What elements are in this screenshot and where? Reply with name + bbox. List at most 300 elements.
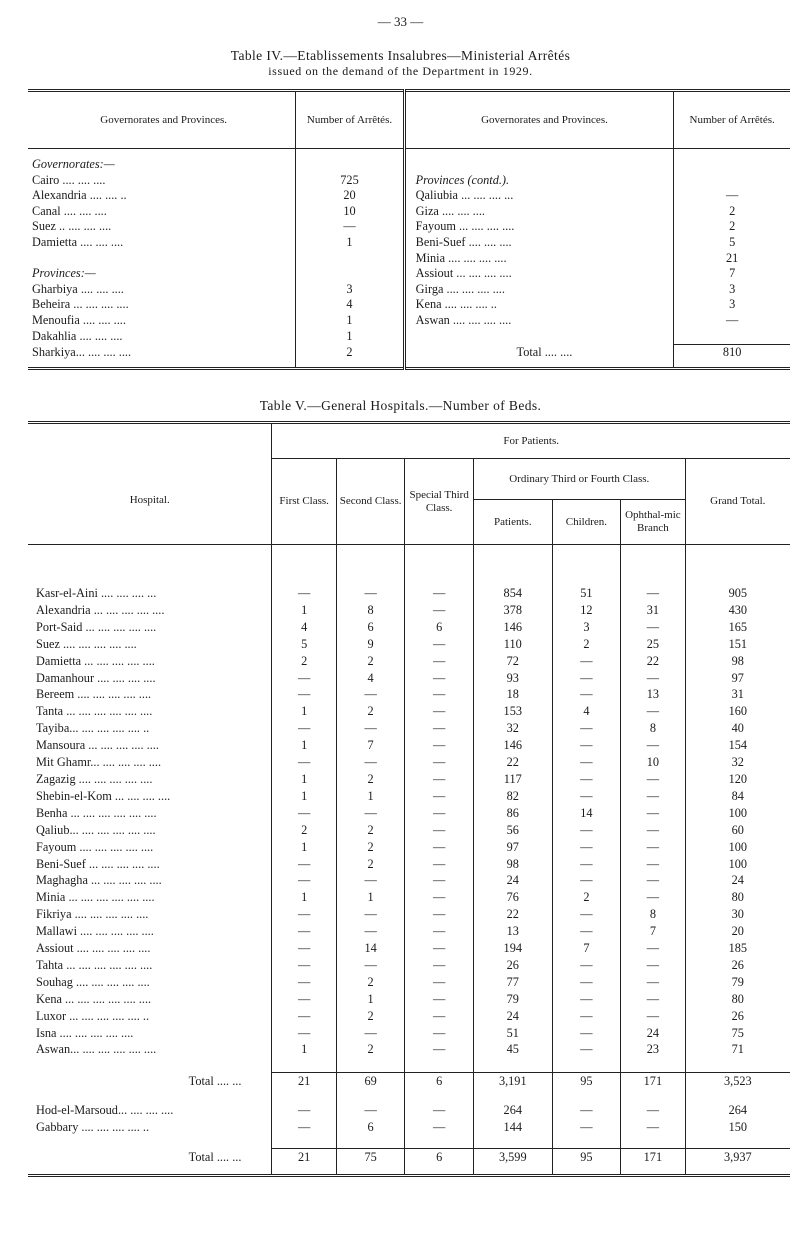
t5-hospital-row <box>28 788 790 805</box>
t5-cell-first-class: 4 <box>272 619 336 636</box>
t5-cell-ophthalmic: — <box>621 872 685 889</box>
t4-left-value <box>296 266 404 282</box>
t5-hospital-row <box>28 923 790 940</box>
t5-cell-children: — <box>552 839 621 856</box>
t4-section-label: Provinces (contd.). <box>404 173 674 189</box>
t5-cell-children: 14 <box>552 805 621 822</box>
t5-cell-ophthalmic: 8 <box>621 906 685 923</box>
t5-cell-grand-total: 71 <box>685 1041 790 1058</box>
t5-cell-special-third: — <box>405 872 474 889</box>
t5-total-label: Total .... ... <box>188 1149 242 1164</box>
t5-cell-grand-total: 165 <box>685 619 790 636</box>
t5-spacer-row <box>28 1090 790 1102</box>
t4-left-name: Canal .... .... .... <box>32 203 107 218</box>
t5-subtotal-row <box>28 1073 790 1090</box>
t5-header-first-class: First Class. <box>272 459 336 545</box>
table4-body <box>28 149 790 369</box>
t4-left-name: Dakahlia .... .... .... <box>32 328 123 343</box>
t5-cell-second-class: — <box>336 686 405 703</box>
t5-hospital-row <box>28 822 790 839</box>
t4-left-name: Alexandria .... .... .. <box>32 188 127 203</box>
t5-cell-first-class: 1 <box>272 1041 336 1058</box>
t4-spacer-cell <box>674 149 790 158</box>
t5-cell-grand-total: 151 <box>685 636 790 653</box>
t5-header-ophthalmic: Ophthal-mic Branch <box>621 500 685 545</box>
t5-cell-second-class: 2 <box>336 974 405 991</box>
t5-hospital-name: Shebin-el-Kom ... .... .... .... <box>36 788 171 803</box>
table4-title: Table IV.—Etablissements Insalubres—Ministerial Arrêtés <box>230 48 571 63</box>
t5-cell-special-third: — <box>405 737 474 754</box>
t5-cell-children: 2 <box>552 636 621 653</box>
t4-row <box>28 266 790 282</box>
t5-hospital-name: Qaliub... .... .... .... .... .... <box>36 822 156 837</box>
t5-cell-first-class: 21 <box>272 1149 336 1166</box>
t5-hospital-row <box>28 805 790 822</box>
t5-cell-children: 4 <box>552 703 621 720</box>
t5-cell-patients: 18 <box>473 686 552 703</box>
t4-left-name: Menoufia .... .... .... <box>32 312 126 327</box>
t5-hospital-name: Tanta ... .... .... .... .... .... <box>36 704 153 719</box>
t5-cell-children: — <box>552 991 621 1008</box>
t5-hospital-row <box>28 754 790 771</box>
t5-cell-ophthalmic: — <box>621 856 685 873</box>
t5-cell-first-class: 1 <box>272 839 336 856</box>
t5-spacer-cell <box>405 1090 474 1102</box>
t5-cell-first-class: — <box>272 957 336 974</box>
t5-spacer-cell <box>552 1058 621 1073</box>
t5-cell-first-class: — <box>272 686 336 703</box>
t5-cell-patients: 117 <box>473 771 552 788</box>
t5-hospital-row <box>28 771 790 788</box>
t5-hospital-row <box>28 619 790 636</box>
t5-cell-children: — <box>552 906 621 923</box>
t5-hospital-name: Aswan... .... .... .... .... .... <box>36 1042 157 1057</box>
t5-hospital-row <box>28 585 790 602</box>
t5-cell-grand-total: 32 <box>685 754 790 771</box>
t5-cell-special-third: — <box>405 720 474 737</box>
t4-left-name: Sharkiya... .... .... .... <box>32 344 132 359</box>
t5-cell-grand-total: 264 <box>685 1102 790 1119</box>
t5-cell-grand-total: 26 <box>685 1008 790 1025</box>
t5-spacer-cell <box>336 1136 405 1149</box>
t5-hospital-name: Mansoura ... .... .... .... .... <box>36 738 159 753</box>
t5-cell-ophthalmic: — <box>621 1102 685 1119</box>
t5-cell-special-third: — <box>405 754 474 771</box>
t5-cell-patients: 194 <box>473 940 552 957</box>
t5-cell-children: — <box>552 1119 621 1136</box>
t4-header-gov-right: Governorates and Provinces. <box>404 91 674 149</box>
t5-cell-patients: 97 <box>473 839 552 856</box>
t5-hospital-row <box>28 653 790 670</box>
t5-cell-grand-total: 24 <box>685 872 790 889</box>
t4-right-value: — <box>674 188 790 204</box>
t5-cell-ophthalmic: — <box>621 805 685 822</box>
t5-spacer-cell <box>621 1136 685 1149</box>
t5-cell-special-third: — <box>405 991 474 1008</box>
t5-cell-first-class: — <box>272 923 336 940</box>
t5-cell-first-class: — <box>272 856 336 873</box>
t4-right-value: 7 <box>674 266 790 282</box>
t5-cell-special-third: — <box>405 974 474 991</box>
t5-cell-second-class: — <box>336 720 405 737</box>
t5-cell-first-class: 21 <box>272 1073 336 1090</box>
t4-left-value: 1 <box>296 313 404 329</box>
t5-cell-special-third: — <box>405 1008 474 1025</box>
t5-cell-second-class: 2 <box>336 1008 405 1025</box>
t5-hospital-name: Minia ... .... .... .... .... .... <box>36 890 155 905</box>
t5-cell-grand-total: 905 <box>685 585 790 602</box>
t5-hospital-row <box>28 991 790 1008</box>
t5-spacer-cell <box>405 1058 474 1073</box>
t5-cell-children: — <box>552 856 621 873</box>
t4-total-value: 810 <box>674 345 790 361</box>
t5-header-patients: Patients. <box>473 500 552 545</box>
t5-cell-patients: 22 <box>473 906 552 923</box>
t5-hospital-name: Tahta ... .... .... .... .... .... <box>36 957 153 972</box>
t5-cell-patients: 51 <box>473 1025 552 1042</box>
t5-hospital-name: Mit Ghamr... .... .... .... .... <box>36 755 162 770</box>
t5-hospital-name: Suez .... .... .... .... .... <box>36 636 137 651</box>
t4-header-num-left: Number of Arrêtés. <box>296 91 404 149</box>
t4-right-value: 2 <box>674 219 790 235</box>
t5-cell-special-third: — <box>405 940 474 957</box>
t5-cell-second-class: 2 <box>336 839 405 856</box>
t4-row <box>28 329 790 345</box>
t5-hospital-name: Bereem .... .... .... .... .... <box>36 687 152 702</box>
t4-left-value <box>296 251 404 267</box>
t5-cell-first-class: — <box>272 1102 336 1119</box>
t5-spacer-cell <box>685 1058 790 1073</box>
t5-cell-special-third: — <box>405 686 474 703</box>
t5-cell-patients: 13 <box>473 923 552 940</box>
t5-cell-children: 95 <box>552 1073 621 1090</box>
t5-cell-grand-total: 100 <box>685 839 790 856</box>
t5-cell-first-class: 2 <box>272 653 336 670</box>
t5-cell-first-class: — <box>272 974 336 991</box>
t4-spacer-cell <box>296 361 404 369</box>
t5-spacer-row <box>28 1058 790 1073</box>
t5-cell-children: 7 <box>552 940 621 957</box>
t5-cell-first-class: — <box>272 754 336 771</box>
t5-cell-ophthalmic: 24 <box>621 1025 685 1042</box>
t5-cell-patients: 24 <box>473 872 552 889</box>
t4-left-name: Gharbiya .... .... .... <box>32 281 124 296</box>
t5-spacer-cell <box>28 545 272 586</box>
t4-spacer-cell <box>404 149 674 158</box>
t5-cell-patients: 26 <box>473 957 552 974</box>
t5-hospital-row <box>28 1025 790 1042</box>
t5-cell-special-third: — <box>405 822 474 839</box>
t5-cell-patients: 22 <box>473 754 552 771</box>
t5-cell-first-class: — <box>272 1008 336 1025</box>
t5-cell-special-third: — <box>405 856 474 873</box>
t4-row <box>28 235 790 251</box>
t4-spacer-row <box>28 361 790 369</box>
t5-cell-grand-total: 31 <box>685 686 790 703</box>
t5-cell-ophthalmic: — <box>621 1008 685 1025</box>
t5-cell-patients: 77 <box>473 974 552 991</box>
t5-cell-ophthalmic: 22 <box>621 653 685 670</box>
t4-row <box>28 282 790 298</box>
t5-header-grand-total: Grand Total. <box>685 459 790 545</box>
t5-header-hospital: Hospital. <box>28 423 272 545</box>
t5-cell-children: 2 <box>552 889 621 906</box>
t5-cell-grand-total: 100 <box>685 805 790 822</box>
t5-hospital-row <box>28 636 790 653</box>
t5-cell-special-third: — <box>405 906 474 923</box>
t5-cell-second-class: 2 <box>336 771 405 788</box>
t5-cell-special-third: — <box>405 670 474 687</box>
t5-cell-first-class: 1 <box>272 602 336 619</box>
t5-cell-second-class: — <box>336 1102 405 1119</box>
t5-cell-second-class: — <box>336 906 405 923</box>
t5-cell-ophthalmic: 8 <box>621 720 685 737</box>
t4-right-name: Qaliubia ... .... .... ... <box>404 188 674 204</box>
t5-cell-second-class: 14 <box>336 940 405 957</box>
t5-cell-grand-total: 185 <box>685 940 790 957</box>
t5-spacer-row <box>28 1136 790 1149</box>
t5-hospital-name: Alexandria ... .... .... .... .... <box>36 602 165 617</box>
t4-left-name: Cairo .... .... .... <box>32 172 106 187</box>
t5-cell-special-third: — <box>405 957 474 974</box>
t5-spacer-cell <box>473 1090 552 1102</box>
t5-cell-ophthalmic: — <box>621 703 685 720</box>
t5-cell-special-third: — <box>405 585 474 602</box>
t5-cell-ophthalmic: — <box>621 822 685 839</box>
t5-cell-second-class: 4 <box>336 670 405 687</box>
t5-spacer-cell <box>685 545 790 586</box>
t5-cell-ophthalmic: — <box>621 957 685 974</box>
t5-cell-first-class: 1 <box>272 889 336 906</box>
t5-cell-children: — <box>552 670 621 687</box>
t4-left-name: Beheira ... .... .... .... <box>32 297 129 312</box>
t5-cell-patients: 3,599 <box>473 1149 552 1166</box>
t5-cell-patients: 144 <box>473 1119 552 1136</box>
t5-header-for-patients: For Patients. <box>272 423 790 459</box>
t5-cell-grand-total: 30 <box>685 906 790 923</box>
t4-spacer-cell <box>28 361 296 369</box>
t4-header-num-right: Number of Arrêtés. <box>674 91 790 149</box>
t5-cell-patients: 110 <box>473 636 552 653</box>
t5-cell-children: — <box>552 923 621 940</box>
t4-header-gov-left: Governorates and Provinces. <box>28 91 296 149</box>
t5-cell-second-class: — <box>336 1025 405 1042</box>
t5-cell-patients: 378 <box>473 602 552 619</box>
t5-cell-special-third: — <box>405 1119 474 1136</box>
t5-hospital-row <box>28 1119 790 1136</box>
t5-cell-patients: 93 <box>473 670 552 687</box>
t5-cell-patients: 79 <box>473 991 552 1008</box>
t5-cell-second-class: 2 <box>336 703 405 720</box>
t4-right-name: Aswan .... .... .... .... <box>404 313 674 329</box>
t5-cell-ophthalmic: — <box>621 940 685 957</box>
t5-cell-children: — <box>552 1041 621 1058</box>
t5-cell-first-class: — <box>272 1025 336 1042</box>
t5-cell-ophthalmic: — <box>621 991 685 1008</box>
t5-hospital-name: Fayoum .... .... .... .... .... <box>36 839 154 854</box>
t5-hospital-row <box>28 1102 790 1119</box>
t5-hospital-name: Fikriya .... .... .... .... .... <box>36 907 149 922</box>
t5-spacer-cell <box>473 1166 552 1176</box>
t5-cell-first-class: 1 <box>272 788 336 805</box>
t5-cell-ophthalmic: — <box>621 670 685 687</box>
t4-left-value: 4 <box>296 297 404 313</box>
t5-hospital-name: Port-Said ... .... .... .... .... <box>36 619 157 634</box>
t4-row <box>28 251 790 267</box>
t5-cell-second-class: 2 <box>336 1041 405 1058</box>
t5-cell-first-class: — <box>272 585 336 602</box>
t4-spacer-cell <box>296 149 404 158</box>
t5-hospital-name: Tayiba... .... .... .... .... .. <box>36 721 150 736</box>
t5-spacer-cell <box>336 1090 405 1102</box>
t5-hospital-name: Benha ... .... .... .... .... .... <box>36 805 157 820</box>
t5-cell-first-class: — <box>272 991 336 1008</box>
t5-cell-second-class: 75 <box>336 1149 405 1166</box>
t5-cell-grand-total: 3,937 <box>685 1149 790 1166</box>
t4-right-name: Giza .... .... .... <box>404 204 674 220</box>
t5-cell-special-third: — <box>405 805 474 822</box>
t5-cell-patients: 56 <box>473 822 552 839</box>
t5-spacer-cell <box>552 1136 621 1149</box>
t4-left-name: Suez .. .... .... .... <box>32 219 112 234</box>
t5-cell-patients: 146 <box>473 737 552 754</box>
table5-body <box>28 545 790 1176</box>
t5-cell-grand-total: 430 <box>685 602 790 619</box>
t5-spacer-cell <box>621 545 685 586</box>
table5-hospitals <box>28 421 790 1177</box>
t5-spacer-cell <box>473 1058 552 1073</box>
t5-cell-patients: 98 <box>473 856 552 873</box>
t5-cell-special-third: — <box>405 923 474 940</box>
t5-cell-grand-total: 80 <box>685 991 790 1008</box>
t5-hospital-name: Zagazig .... .... .... .... .... <box>36 771 153 786</box>
t4-spacer-cell <box>674 361 790 369</box>
t5-cell-first-class: 2 <box>272 822 336 839</box>
t5-hospital-row <box>28 889 790 906</box>
t5-cell-patients: 72 <box>473 653 552 670</box>
t4-row <box>28 219 790 235</box>
t4-left-value: 725 <box>296 173 404 189</box>
t5-spacer-cell <box>405 1136 474 1149</box>
t4-right-name: Fayoum ... .... .... .... <box>404 219 674 235</box>
t5-cell-children: — <box>552 686 621 703</box>
t5-hospital-name: Damietta ... .... .... .... .... <box>36 653 155 668</box>
t5-cell-special-third: — <box>405 602 474 619</box>
t5-cell-grand-total: 60 <box>685 822 790 839</box>
t4-left-name: Damietta .... .... .... <box>32 234 124 249</box>
t4-spacer-cell <box>404 361 674 369</box>
t4-right-name <box>404 329 674 345</box>
t4-right-value <box>674 173 790 189</box>
t5-cell-ophthalmic: — <box>621 974 685 991</box>
t5-cell-children: — <box>552 771 621 788</box>
t5-cell-ophthalmic: 7 <box>621 923 685 940</box>
t5-cell-ophthalmic: 25 <box>621 636 685 653</box>
t5-cell-special-third: 6 <box>405 1073 474 1090</box>
t5-cell-first-class: 1 <box>272 703 336 720</box>
t5-cell-patients: 3,191 <box>473 1073 552 1090</box>
table5-title: Table V.—General Hospitals.—Number of Beds. <box>259 398 542 413</box>
t5-cell-ophthalmic: — <box>621 737 685 754</box>
t5-spacer-row <box>28 1166 790 1176</box>
t4-right-value <box>674 329 790 345</box>
t5-cell-special-third: 6 <box>405 619 474 636</box>
t4-row <box>28 297 790 313</box>
t5-cell-grand-total: 80 <box>685 889 790 906</box>
t5-spacer-cell <box>685 1166 790 1176</box>
t5-cell-children: — <box>552 822 621 839</box>
t4-right-name: Assiout ... .... .... .... <box>404 266 674 282</box>
t5-spacer-cell <box>28 1136 272 1149</box>
t5-cell-second-class: 8 <box>336 602 405 619</box>
t5-spacer-cell <box>272 1090 336 1102</box>
t5-cell-second-class: 7 <box>336 737 405 754</box>
t5-cell-grand-total: 75 <box>685 1025 790 1042</box>
t5-spacer-cell <box>28 1090 272 1102</box>
t5-hospital-name: Hod-el-Marsoud... .... .... .... <box>36 1103 174 1118</box>
t5-hospital-row <box>28 720 790 737</box>
t5-cell-first-class: — <box>272 670 336 687</box>
t5-hospital-row <box>28 1041 790 1058</box>
t4-right-name: Beni-Suef .... .... .... <box>404 235 674 251</box>
t4-left-value: — <box>296 219 404 235</box>
t5-spacer-cell <box>28 1166 272 1176</box>
t4-left-name <box>28 251 296 267</box>
t5-cell-children: — <box>552 754 621 771</box>
t5-cell-children: — <box>552 720 621 737</box>
t4-left-value: 1 <box>296 235 404 251</box>
page-number: — 33 — <box>377 14 424 29</box>
t5-hospital-name: Beni-Suef ... .... .... .... .... <box>36 856 160 871</box>
t4-right-value: 5 <box>674 235 790 251</box>
t5-cell-first-class: — <box>272 720 336 737</box>
t5-spacer-row <box>28 545 790 586</box>
t5-hospital-row <box>28 856 790 873</box>
t5-hospital-row <box>28 602 790 619</box>
t5-spacer-cell <box>336 1058 405 1073</box>
t4-right-value: 21 <box>674 251 790 267</box>
t5-cell-children: 3 <box>552 619 621 636</box>
t5-hospital-row <box>28 940 790 957</box>
t5-spacer-cell <box>621 1058 685 1073</box>
t5-cell-grand-total: 26 <box>685 957 790 974</box>
t5-cell-ophthalmic: 171 <box>621 1149 685 1166</box>
t5-spacer-cell <box>473 545 552 586</box>
t5-cell-children: — <box>552 957 621 974</box>
t5-cell-special-third: — <box>405 1041 474 1058</box>
t4-right-name: Minia .... .... .... .... <box>404 251 674 267</box>
t5-cell-special-third: — <box>405 889 474 906</box>
t4-right-value: 2 <box>674 204 790 220</box>
t5-cell-children: — <box>552 1008 621 1025</box>
t5-cell-special-third: — <box>405 703 474 720</box>
t5-cell-ophthalmic: — <box>621 1119 685 1136</box>
t4-left-value: 10 <box>296 204 404 220</box>
t5-spacer-cell <box>272 1058 336 1073</box>
t5-hospital-row <box>28 670 790 687</box>
t5-cell-grand-total: 97 <box>685 670 790 687</box>
t4-total-label: Total .... .... <box>404 345 674 361</box>
t4-spacer-row <box>28 149 790 158</box>
t5-hospital-name: Assiout .... .... .... .... .... <box>36 941 151 956</box>
t5-cell-second-class: 1 <box>336 889 405 906</box>
t5-cell-grand-total: 79 <box>685 974 790 991</box>
t4-left-value: 3 <box>296 282 404 298</box>
t5-spacer-cell <box>685 1136 790 1149</box>
t5-cell-patients: 45 <box>473 1041 552 1058</box>
t5-cell-children: 51 <box>552 585 621 602</box>
t5-cell-ophthalmic: — <box>621 889 685 906</box>
